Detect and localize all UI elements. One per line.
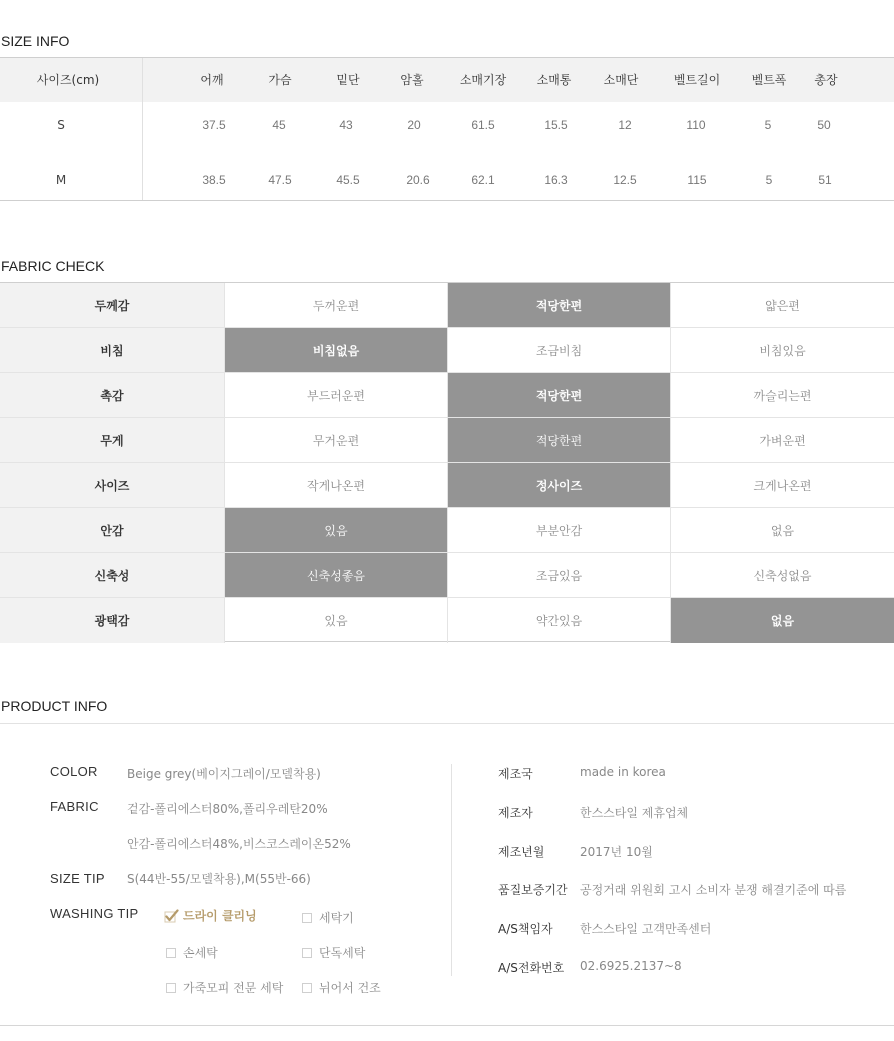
size-cell: 61.5 xyxy=(471,118,495,132)
fabric-row xyxy=(0,508,894,553)
fabric-option: 조금비침 xyxy=(447,328,670,372)
size-cell: 51 xyxy=(818,173,832,187)
size-column-header: 소매통 xyxy=(536,73,572,87)
fabric-row-label: 안감 xyxy=(0,508,224,552)
size-column-header: 총장 xyxy=(814,73,838,87)
size-header-label: 사이즈(cm) xyxy=(36,73,100,87)
fabric-option: 얇은편 xyxy=(670,283,894,327)
fabric-option-selected: 없음 xyxy=(670,598,894,643)
checkbox-icon xyxy=(166,948,176,958)
washing-option-separate-wash xyxy=(302,944,365,961)
size-cell: 20 xyxy=(407,118,421,132)
size-cell: 110 xyxy=(686,118,706,132)
fabric-option: 있음 xyxy=(224,598,447,643)
size-cell: 43 xyxy=(339,118,353,132)
checkbox-icon xyxy=(166,983,176,993)
size-cell: 62.1 xyxy=(471,173,495,187)
fabric-row xyxy=(0,283,894,328)
size-cell: 15.5 xyxy=(544,118,568,132)
size-cell: 38.5 xyxy=(202,173,226,187)
fabric-row-label: 촉감 xyxy=(0,373,224,417)
size-column-header: 벨트폭 xyxy=(751,73,787,87)
size-cell: 12 xyxy=(618,118,632,132)
fabric-table xyxy=(0,282,894,642)
size-column-header: 밑단 xyxy=(336,73,360,87)
fabric-option-selected: 비침없음 xyxy=(224,328,447,372)
product-info-bottom-divider xyxy=(0,1025,894,1026)
fabric-row-label: 비침 xyxy=(0,328,224,372)
fabric-option: 부분안감 xyxy=(447,508,670,552)
washing-option-label: 단독세탁 xyxy=(319,946,366,960)
washing-option-label: 손세탁 xyxy=(183,946,218,960)
size-column-header: 벨트길이 xyxy=(673,73,721,87)
size-tip-label: SIZE TIP xyxy=(50,871,105,886)
fabric-row xyxy=(0,463,894,508)
fabric-option-selected: 정사이즈 xyxy=(447,463,670,507)
checkmark-icon xyxy=(164,909,179,923)
size-row-label: S xyxy=(57,118,65,132)
fabric-option: 작게나온편 xyxy=(224,463,447,507)
fabric-row xyxy=(0,373,894,418)
detail-label-warranty: 품질보증기간 xyxy=(498,883,568,897)
fabric-option-selected: 적당한편 xyxy=(447,418,670,462)
size-table-divider xyxy=(142,58,143,200)
fabric-option: 비침있음 xyxy=(670,328,894,372)
color-label: COLOR xyxy=(50,764,98,779)
fabric-option-selected: 적당한편 xyxy=(447,283,670,327)
washing-option-leather-fur xyxy=(166,979,283,996)
size-column-header: 어깨 xyxy=(200,73,224,87)
fabric-check-title: FABRIC CHECK xyxy=(1,258,105,274)
fabric-row xyxy=(0,553,894,598)
fabric-option: 조금있음 xyxy=(447,553,670,597)
washing-option-flat-dry xyxy=(302,979,381,996)
size-column-header: 암홀 xyxy=(400,73,424,87)
size-cell: 37.5 xyxy=(202,118,226,132)
size-cell: 16.3 xyxy=(544,173,568,187)
detail-value-as-manager: 한스스타일 고객만족센터 xyxy=(580,922,712,936)
washing-option-label: 세탁기 xyxy=(319,911,354,925)
washing-option-dry-cleaning xyxy=(164,907,257,924)
fabric-row xyxy=(0,328,894,373)
detail-value-date: 2017년 10월 xyxy=(580,845,653,859)
fabric-row-label: 두께감 xyxy=(0,283,224,327)
washing-option-machine xyxy=(302,909,354,926)
fabric-row-label: 광택감 xyxy=(0,598,224,643)
washing-option-hand-wash xyxy=(166,944,218,961)
fabric-row-label: 신축성 xyxy=(0,553,224,597)
size-column-header: 소매기장 xyxy=(459,73,507,87)
detail-value-country: made in korea xyxy=(580,765,666,779)
size-column-header: 가슴 xyxy=(268,73,292,87)
size-cell: 115 xyxy=(687,173,707,187)
detail-label-manufacturer: 제조자 xyxy=(498,806,533,820)
fabric-row-label: 사이즈 xyxy=(0,463,224,507)
detail-value-manufacturer: 한스스타일 제휴업체 xyxy=(580,806,689,820)
fabric-option: 신축성없음 xyxy=(670,553,894,597)
checkbox-icon xyxy=(302,913,312,923)
size-cell: 50 xyxy=(817,118,831,132)
detail-value-as-phone: 02.6925.2137~8 xyxy=(580,959,682,973)
fabric-option: 약간있음 xyxy=(447,598,670,643)
size-cell: 12.5 xyxy=(613,173,637,187)
fabric-row xyxy=(0,598,894,643)
product-info-column-divider xyxy=(451,764,452,976)
size-table xyxy=(0,57,894,201)
detail-label-as-manager: A/S책임자 xyxy=(498,922,553,936)
fabric-option: 두꺼운편 xyxy=(224,283,447,327)
size-tip-value: S(44반-55/모델착용),M(55반-66) xyxy=(127,872,311,886)
fabric-option-selected: 적당한편 xyxy=(447,373,670,417)
product-info-top-divider xyxy=(0,723,894,724)
detail-label-as-phone: A/S전화번호 xyxy=(498,961,565,975)
fabric-option: 무거운편 xyxy=(224,418,447,462)
size-cell: 45.5 xyxy=(336,173,360,187)
size-row-label: M xyxy=(55,173,67,187)
washing-tip-label: WASHING TIP xyxy=(50,906,139,921)
detail-label-country: 제조국 xyxy=(498,767,533,781)
size-cell: 20.6 xyxy=(406,173,430,187)
fabric-value-outer: 겉감-폴리에스터80%,폴리우레탄20% xyxy=(127,802,328,816)
fabric-option: 가벼운편 xyxy=(670,418,894,462)
fabric-row xyxy=(0,418,894,463)
fabric-value-lining: 안감-폴리에스터48%,비스코스레이온52% xyxy=(127,837,351,851)
fabric-option: 부드러운편 xyxy=(224,373,447,417)
fabric-option: 까슬리는편 xyxy=(670,373,894,417)
fabric-label: FABRIC xyxy=(50,799,99,814)
detail-label-date: 제조년월 xyxy=(498,845,545,859)
fabric-option-selected: 있음 xyxy=(224,508,447,552)
size-info-title: SIZE INFO xyxy=(1,33,70,49)
product-info-title: PRODUCT INFO xyxy=(1,698,108,714)
size-cell: 45 xyxy=(272,118,286,132)
size-cell: 5 xyxy=(765,173,773,187)
washing-option-label: 드라이 클리닝 xyxy=(183,909,257,923)
washing-option-label: 가죽모피 전문 세탁 xyxy=(183,981,284,995)
fabric-option: 없음 xyxy=(670,508,894,552)
fabric-option-selected: 신축성좋음 xyxy=(224,553,447,597)
checkbox-icon xyxy=(302,948,312,958)
fabric-option: 크게나온편 xyxy=(670,463,894,507)
detail-value-warranty: 공정거래 위원회 고시 소비자 분쟁 해결기준에 따름 xyxy=(580,883,847,897)
washing-option-label: 뉘어서 건조 xyxy=(319,981,381,995)
checkbox-icon xyxy=(302,983,312,993)
size-cell: 47.5 xyxy=(268,173,292,187)
size-cell: 5 xyxy=(764,118,772,132)
size-column-header: 소매단 xyxy=(603,73,639,87)
color-value: Beige grey(베이지그레이/모델착용) xyxy=(127,767,321,781)
fabric-row-label: 무게 xyxy=(0,418,224,462)
